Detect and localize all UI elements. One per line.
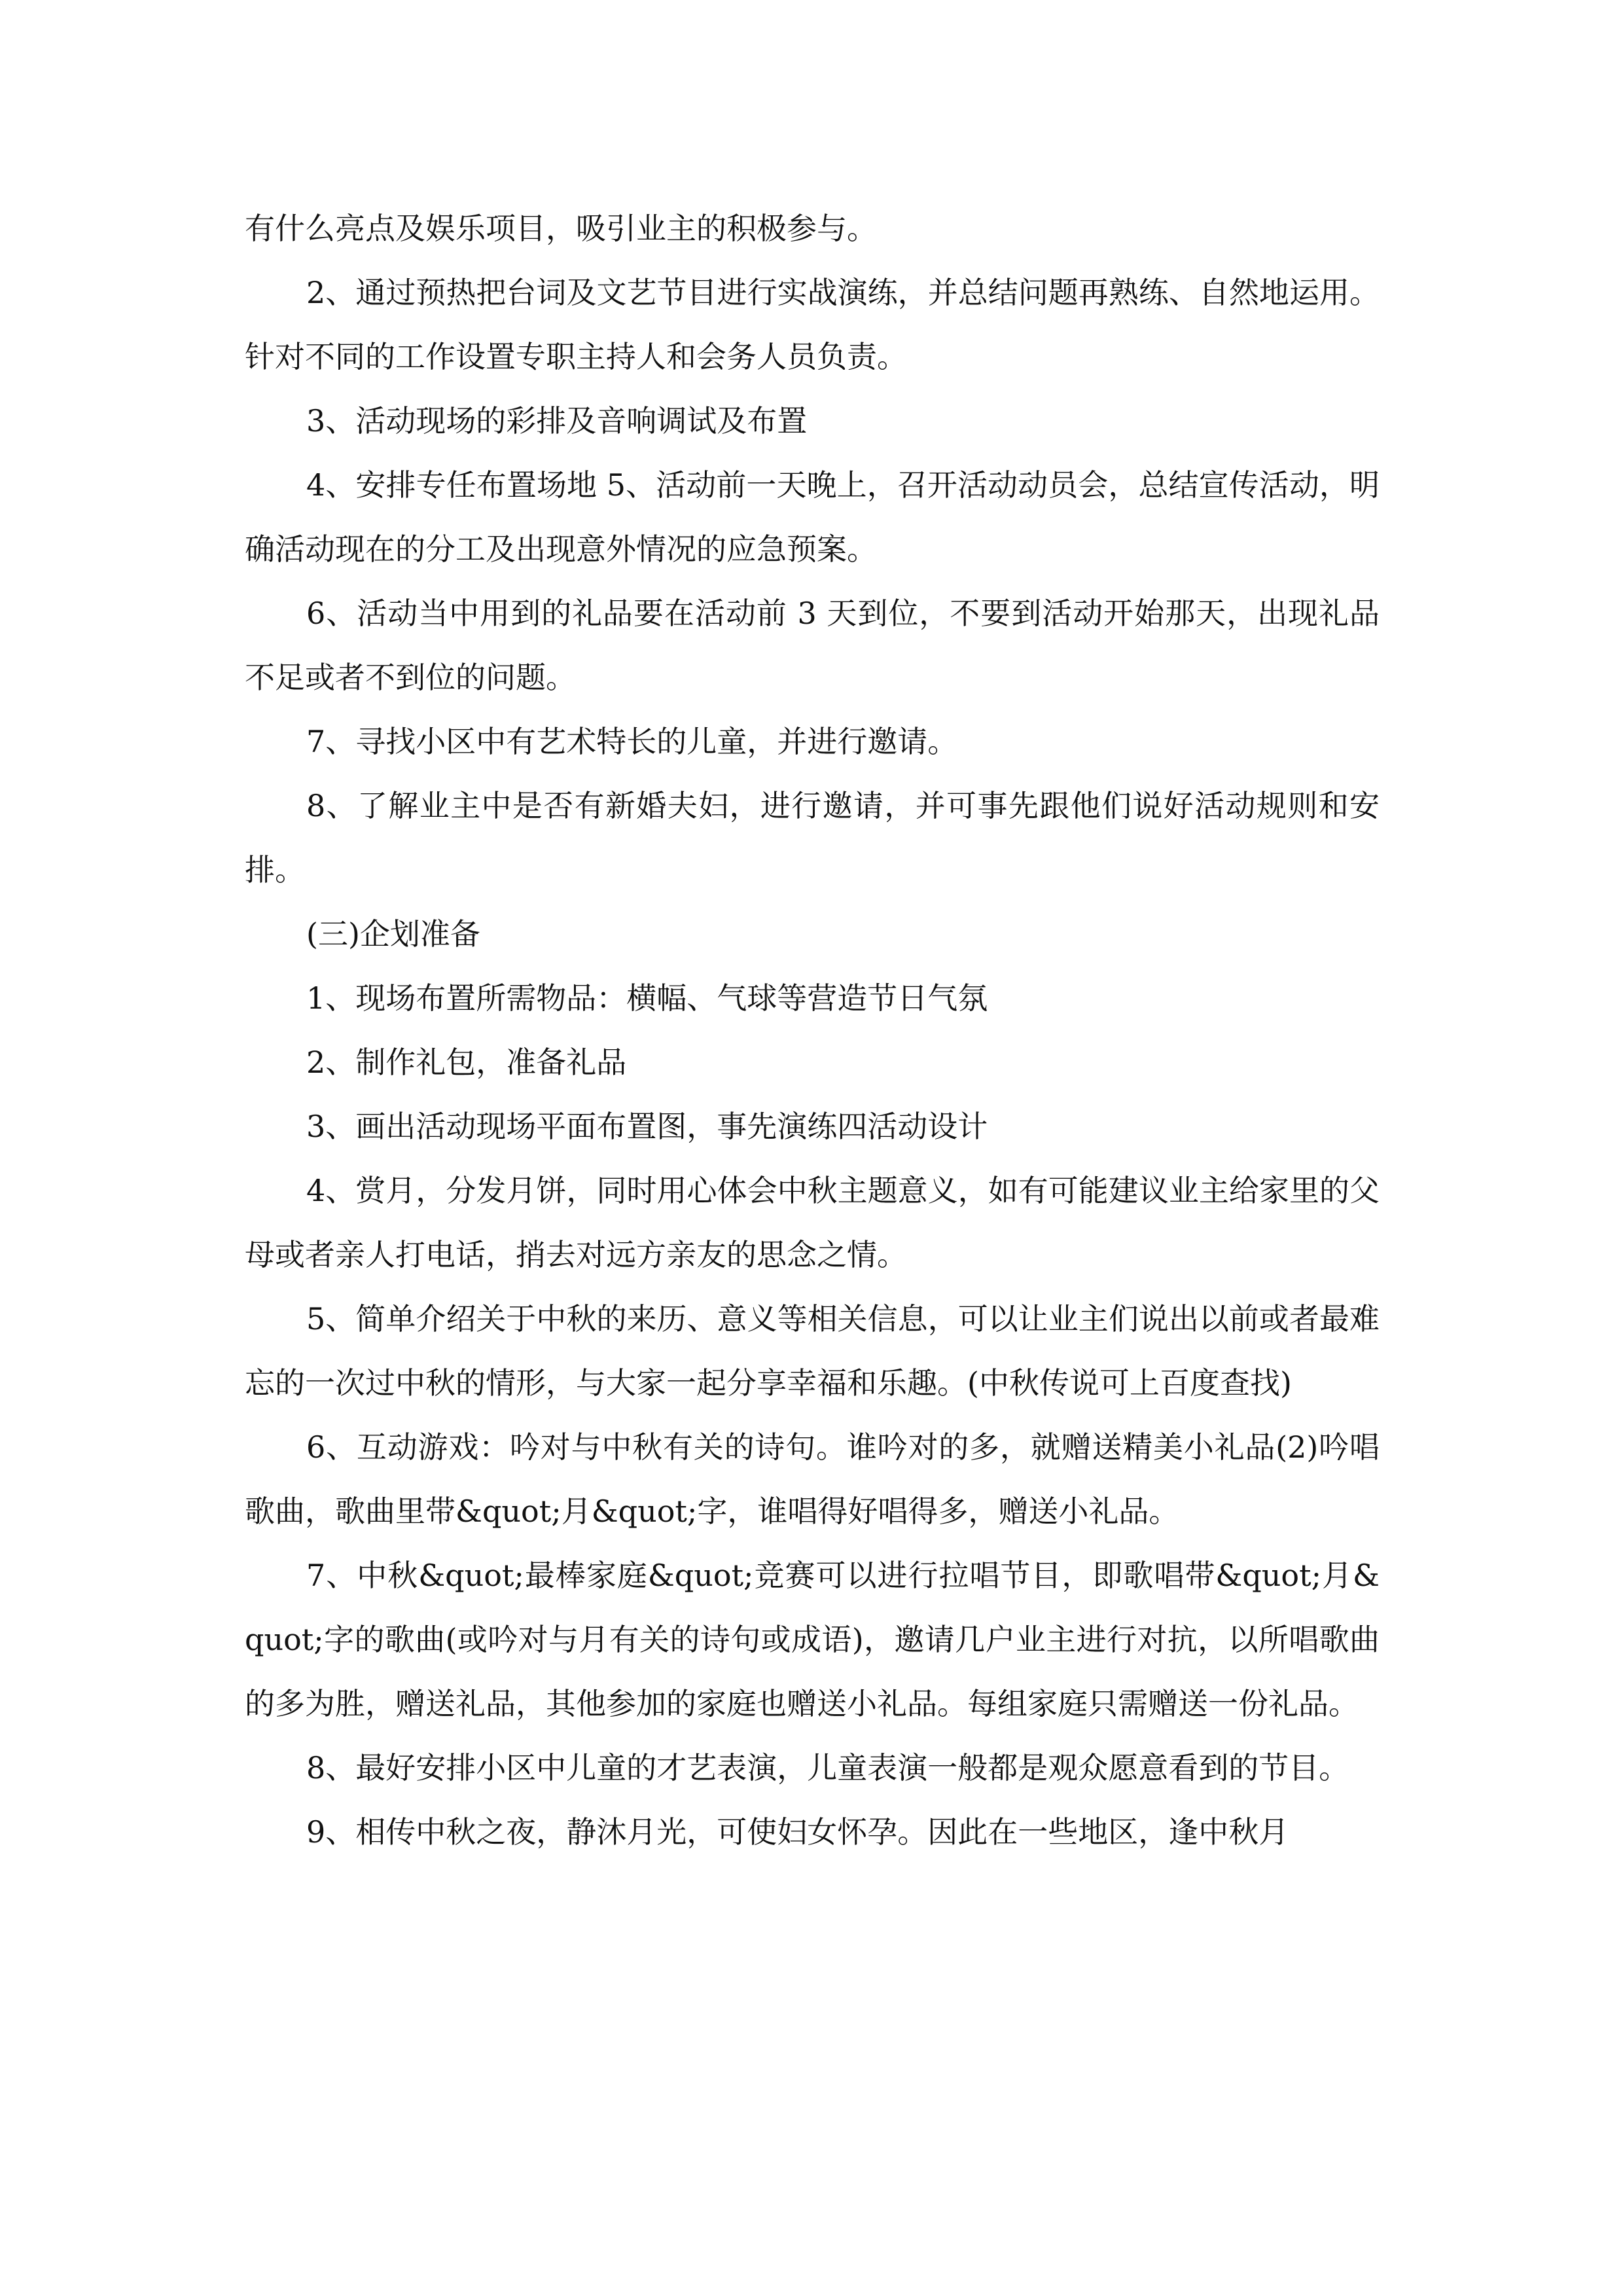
paragraph-4: 4、安排专任布置场地 5、活动前一天晚上，召开活动动员会，总结宣传活动，明确活动现在的分工及出现意外情况的应急预案。 <box>245 467 1380 567</box>
paragraph-16: 8、最好安排小区中儿童的才艺表演，儿童表演一般都是观众愿意看到的节目。 <box>306 1750 1349 1785</box>
paragraph-7: 8、了解业主中是否有新婚夫妇，进行邀请，并可事先跟他们说好活动规则和安排。 <box>245 788 1380 888</box>
document-body <box>245 196 1380 1864</box>
paragraph-10: 2、制作礼包，准备礼品 <box>306 1045 627 1080</box>
section-heading: (三)企划准备 <box>306 916 480 952</box>
paragraph-12: 4、赏月，分发月饼，同时用心体会中秋主题意义，如有可能建议业主给家里的父母或者亲人打电话，捎去对远方亲友的思念之情。 <box>245 1173 1380 1272</box>
paragraph-9: 1、现场布置所需物品：横幅、气球等营造节日气氛 <box>306 980 988 1016</box>
paragraph-17: 9、相传中秋之夜，静沐月光，可使妇女怀孕。因此在一些地区，逢中秋月 <box>306 1814 1289 1850</box>
paragraph-14: 6、互动游戏：吟对与中秋有关的诗句。谁吟对的多，就赠送精美小礼品(2)吟唱歌曲，歌曲里带&quot;月&quot;字，谁唱得好唱得多，赠送小礼品。 <box>245 1429 1380 1529</box>
paragraph-15: 7、中秋&quot;最棒家庭&quot;竞赛可以进行拉唱节目，即歌唱带&quot;月&quot;字的歌曲(或吟对与月有关的诗句或成语)，邀请几户业主进行对抗，以所唱歌曲的多为胜，赠送礼品，其他参加的家庭也赠送小礼品。每组家庭只需赠送一份礼品。 <box>245 1558 1380 1721</box>
paragraph-6: 7、寻找小区中有艺术特长的儿童，并进行邀请。 <box>306 724 958 759</box>
paragraph-11: 3、画出活动现场平面布置图，事先演练四活动设计 <box>306 1109 988 1144</box>
paragraph-5: 6、活动当中用到的礼品要在活动前 3 天到位，不要到活动开始那天，出现礼品不足或者不到位的问题。 <box>245 596 1380 695</box>
paragraph-2: 2、通过预热把台词及文艺节目进行实战演练，并总结问题再熟练、自然地运用。针对不同的工作设置专职主持人和会务人员负责。 <box>245 275 1380 374</box>
paragraph-1: 有什么亮点及娱乐项目，吸引业主的积极参与。 <box>245 211 877 246</box>
paragraph-13: 5、简单介绍关于中秋的来历、意义等相关信息，可以让业主们说出以前或者最难忘的一次过中秋的情形，与大家一起分享幸福和乐趣。(中秋传说可上百度查找) <box>245 1301 1380 1401</box>
paragraph-3: 3、活动现场的彩排及音响调试及布置 <box>306 403 808 439</box>
